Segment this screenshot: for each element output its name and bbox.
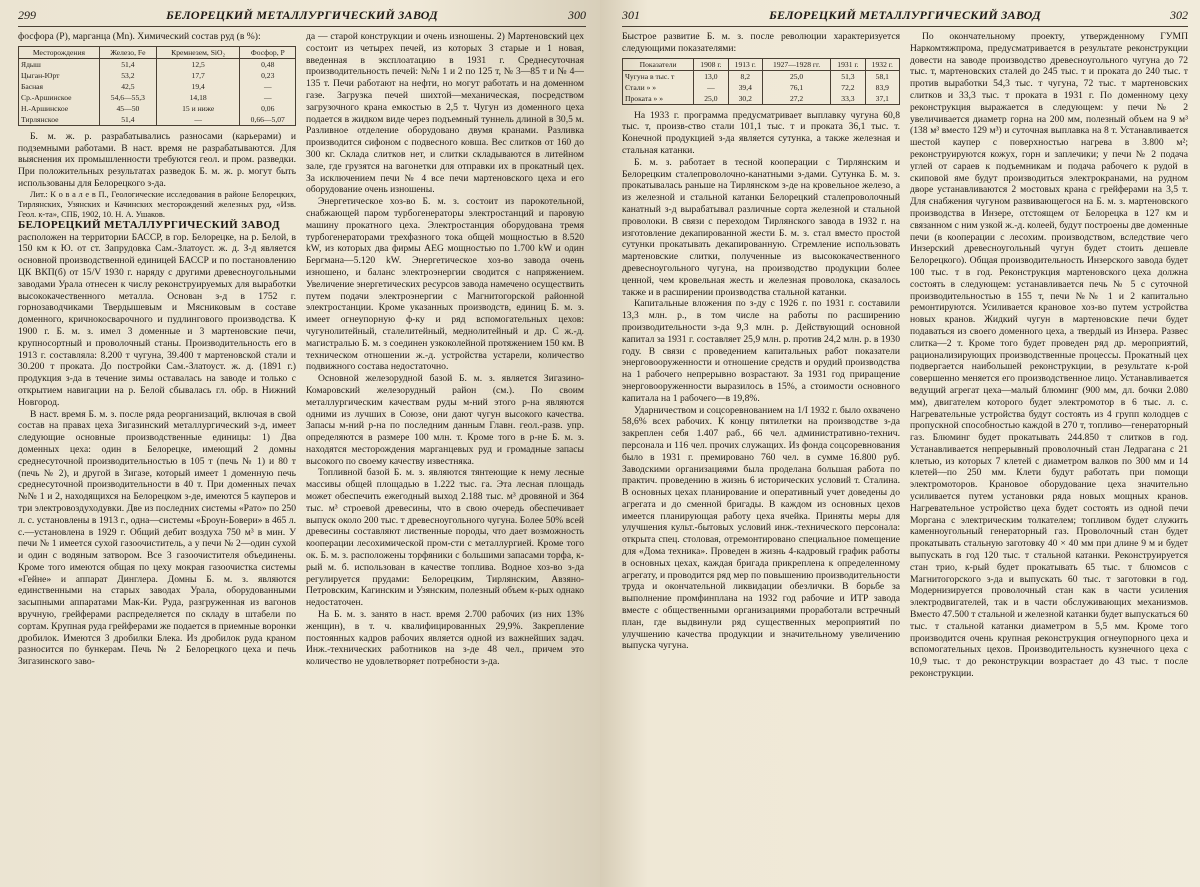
table-cell: 51,3 bbox=[831, 70, 865, 82]
left-column-2 bbox=[306, 31, 584, 884]
table-cell: 27,2 bbox=[762, 93, 830, 105]
paragraph: Ударничеством и соцсоревнованием на 1/I 1932 г. было охвачено 58,6% всех рабочих. К концу пятилетки на производстве з-да закреплен себя 1.407 раб., 66 чел. административно-технич. персонала и 116 чел. прочих служащих. Из фонда соцсоревнования было в 1931 г. премировано 760 чел. в сумме 16.800 руб. Заводскими организациями была проделана большая работа по практич. проведению в жизнь 6 исторических условий т. Сталина. В основных цехах планирование и оперативный учет доведены до агрегата и до сменной бригады. В каждом из основных цехов имеется планирующая работу цеха ячейка. Приняты меры для улучшения культ.-бытовых условий инж.-технического персонала: открыта спец. столовая, отремонтировано специальное помещение для «Дома техника». Проведен в жизнь 4-кадровый график работы в основных цехах, каждая бригада прикреплена к определенному агрегату, и проводится ряд мер по повышению производительности труда и окончательной ликвидации обезлички. В борьбе за выполнение промфинплана на 1932 год рабочие и ИТР завода вместе с общественными организациями проработали встречный план, где выдвинули ряд существенных мероприятий по улучшению качества продукции и значительному увеличению выпуска чугуна. bbox=[622, 404, 900, 652]
right-running-head bbox=[622, 8, 1188, 27]
table-cell: 58,1 bbox=[865, 70, 899, 82]
paragraph: Основной железорудной базой Б. м. з. является Зигазино-Комаровский железорудный район (см.). По своим металлургическим качествам руды м-ний этого р-на являются одними из лучших в Союзе, они дают чугун высокого качества. Запасы м-ний р-на по последним данным Главн. геол.-разв. упр. определяются в размере 100 млн. т. Кроме того в р-не Б. м. з. находятся месторождения марганцевых руд и громадные запасы высокого по своему качеству известняка. bbox=[306, 373, 584, 467]
table-row bbox=[19, 114, 296, 126]
ore-composition-table bbox=[18, 46, 296, 126]
table-header: 1932 г. bbox=[865, 58, 899, 70]
table-cell: 19,4 bbox=[156, 81, 240, 92]
table-cell: Чугуна в тыс. т bbox=[623, 70, 694, 82]
table-row bbox=[623, 70, 900, 82]
indicators-table bbox=[622, 58, 900, 105]
table-cell: 45—50 bbox=[99, 103, 156, 114]
table-header: Показатели bbox=[623, 58, 694, 70]
table-cell: Проката » » bbox=[623, 93, 694, 105]
table-row bbox=[623, 82, 900, 93]
table-header: Месторождения bbox=[19, 46, 100, 58]
table-cell: 0,48 bbox=[240, 58, 296, 70]
paragraph: да — старой конструкции и очень изношены. 2) Мартеновский цех состоит из четырех печей, из которых 3 старые и 1 новая, введенная в эксплоатацию в 1931 г. Среднесуточная производительность печей: №№ 1 и 2 по 125 т, № 3—85 т и № 4—135 т. Печи работают на нефти, но могут работать и на доменном газе. Загрузка печей шихтой—механическая, посредством загрузочного крана емкостью в 2,5 т. Чугун из доменного цеха подается в жидком виде через подъемный туннель длиной в 30,5 м. Разливное отделение оборудовано двумя кранами. Разливка производится сифоном с подвесного ковша. Вес слитков от 160 до 300 кг. Склада слитков нет, и слитки складываются в литейном зале, где грузятся на вагонетки для отправки их в прокатный цех. За исключением печи № 4 все печи мартеновского цеха и его оборудование очень изношены. bbox=[306, 31, 584, 196]
table-cell: 14,18 bbox=[156, 92, 240, 103]
table-cell: — bbox=[240, 81, 296, 92]
paragraph: расположен на территории БАССР, в гор. Белорецке, на р. Белой, в 150 км к Ю. от ст. Запрудовка Сам.-Златоуст. ж. д. З-д является основной производственной единицей БАССР и по постановлению ЦК ВКП(б) от 15/V 1930 г. наряду с другими древесноугольными заводами Урала отнесен к числу реконструируемых для выработки высококачественного металла. Основан з-д в 1752 г. горнозаводчиками Твердышевым и Мясниковым в составе доменного, кричнокосварочного и пудлингового производства. К 1900 г. Б. м. з. имел 3 доменные и 3 мартеновские печи, крупносортный и проволочный станы. Производительность его в 1913 г. составляла: 8.200 т чугуна, 39.400 т мартеновской стали и 30.200 т проката. До постройки Сам.-Златоуст. ж. д. (1891 г.) продукция з-да в течение зимы оставалась на заводе и только с открытием навигации на р. Белой сбывалась гл. обр. в Нижний Новгород. bbox=[18, 231, 296, 408]
table-cell: Тирлянское bbox=[19, 114, 100, 126]
table-cell: 53,2 bbox=[99, 70, 156, 81]
paragraph: На 1933 г. программа предусматривает выплавку чугуна 60,8 тыс. т, произв-ство стали 101,1 тыс. т и проката 36,1 тыс. т. Конечной продукцией з-да является сутунка, а также железная и стальная катанки. bbox=[622, 109, 900, 156]
paragraph: Энергетическое хоз-во Б. м. з. состоит из парокотельной, снабжающей паром турбогенераторы электростанций и паровую машину прокатного цеха. Электростанция оборудована тремя турбогенераторами трехфазного тока общей мощностью в 8.520 kW, из которых два фирмы АЕG мощностью по 1.700 kW и один Бергмана—5.120 kW. Энергетическое хоз-во завода очень изношено, и баланс электроэнергии сводится с напряжением. Увеличение энергетических ресурсов завода намечено осуществить путем подачи электроэнергии с Магнитогорской районной электростанции. Кроме указанных производств, единиц Б. м. з. имеет огнеупорную ф-ку и ряд вспомогательных цехов: чугунолитейный, сталелитейный, меднолитейный и др. С ж.-д. магистралью Б. м. з соединен узкоколейной протяжением 150 км. В техническом отношении ж.-д. устройства устарели, количество подвижного состава недостаточно. bbox=[306, 196, 584, 373]
article-heading: БЕЛОРЕЦКИЙ МЕТАЛЛУРГИЧЕСКИЙ ЗАВОД bbox=[18, 218, 280, 231]
running-title: БЕЛОРЕЦКИЙ МЕТАЛЛУРГИЧЕСКИЙ ЗАВОД bbox=[166, 8, 438, 22]
table-row bbox=[19, 92, 296, 103]
right-column-1 bbox=[622, 31, 900, 884]
paragraph: Капитальные вложения по з-ду с 1926 г. по 1931 г. составили 13,3 млн. р., в том числе на работы по расширению производительности з-да 9,3 млн. р. Действующий основной капитал за 1931 г. составляет 25,9 млн. р. против 24,2 млн. р. в 1930 году. В связи с проведением капитальных работ показатели энерговооруженности и отношение средств и орудий производства на 1 рабочего непрерывно возрастают. За 1931 год приращение энерговооруженности выразилось в 15%, а стоимости основного капитала на 1 рабочего—в 19,8%. bbox=[622, 298, 900, 404]
table-cell: 51,4 bbox=[99, 114, 156, 126]
table-cell: 0,23 bbox=[240, 70, 296, 81]
table-cell: 30,2 bbox=[728, 93, 762, 105]
table-header: 1908 г. bbox=[694, 58, 728, 70]
table-cell: 13,0 bbox=[694, 70, 728, 82]
left-running-head bbox=[18, 8, 586, 27]
table-header-row bbox=[19, 46, 296, 58]
table-row bbox=[19, 103, 296, 114]
table-cell: 15 и ниже bbox=[156, 103, 240, 114]
paragraph: По окончательному проекту, утвержденному ГУМП Наркомтяжпрома, предусматривается в результате реконструкции довести на заводе производство древесноугольного чугуна до 72 тыс. т, мартеновских сталей до 245 тыс. т и проката до 240 тыс. т против выработки 54,3 тыс. т чугуна, 72 тыс. т мартеновских слитков и 33,3 тыс. т проката в 1931 г. По доменному цеху реконструкция выражается в следующем: у печи № 2 увеличивается диаметр горна на 200 мм, полезный объем на 9 м³ (138 м³ вместо 129 м³) и суточная выплавка на 8 т. Устанавливается шестой каупер с поверхностью нагрева в 3.800 м²; реконструируются кожух, горн и заплечики; у печи № 2 подача углей от сараев к подъемникам и подача рабочего к рудой в скиповой яме будут производиться электрокранами, на рудном дворе устанавливаются 2 мостовых крана с грейферами на 3,5 т. Для снабжения чугуном развивающегося на Б. м. з. мартеновского производства в Инзере, отстоящем от Белорецка в 127 км и связанном с ним узкой ж.-д. колеей, будут построены две доменные печи (в кооперации с лесохим. производством, вследствие чего Инзерский древесноугольный чугун будет стоить дешевле Белорецкого). Общая производительность Инзерского завода будет 100 тыс. т в год. Реконструкция мартеновского цеха должна состоять в следующем: устанавливается печь № 5 с суточной производительностью в 155 т, печи №№ 1 и 2 капитально ремонтируются. Усиливается крановое хоз-во путем устройства новых кранов. Жидкий чугун в мартеновские печи будет подаваться из своего доменного цеха, а твердый из Инзера. Развес слитка—2 т. Кроме того будет проведен ряд др. мероприятий, рационализирующих производственные процессы. Прокатный цех подвергается наибольшей реконструкции, в результате к-рой совершенно меняется его производственное лицо. Устанавливается ведущий агрегат цеха—малый блюминг (900 мм, дл. бочки 2.080 мм), двигателем которого будет электромотор в 6 тыс. л. с. Нагревательные устройства будут состоять из 4 групп колодцев с пропускной способностью каждой в 270 т, топливо—генераторный газ. Блюминг будет прокатывать 244.850 т слитков в год. Устанавливается непрерывный проволочный стан Ледрагана с 21 клетью, из которых 7 клетей с диаметром валков по 300 мм и 14 клетей—по 250 мм. Клети будут работать при помощи электромоторов. Крановое оборудование цеха значительно усиливается путем установки ряда новых мощных кранов. Нагревательное устройство цеха будет состоять из одной печи Моргана с электрическим толкателем; топливом будет служить каменноугольный генераторный газ. Проволочный стан будет прокатывать стальную заготовку 40 × 40 мм при длине 9 м и будет выпускать в год 120 тыс. т стальной катанки. Реконструируется стан трио, к-рый будет прокатывать 65 тыс. т блюмсов с Магнитогорского з-да и выпускать 60 тыс. т заготовки в год. Модернизируется проволочный стан как в части усиления электродвигателей, так и в части обслуживающих механизмов. Вместо 47.500 т стальной и железной катанки будет выпускаться 60 тыс. т стальной катанки диаметром в 5,5 мм. Кроме того производится очень крупная реконструкция огнеупорного цеха и вспомогательных цехов. Производительность кузнечного цеха с 10,9 тыс. т до реконструкции возрастает до 43 тыс. т после реконструкции. bbox=[910, 31, 1188, 680]
table-cell: 17,7 bbox=[156, 70, 240, 81]
table-cell: 33,3 bbox=[831, 93, 865, 105]
paragraph: Быстрое развитие Б. м. з. после революции характеризуется следующими показателями: bbox=[622, 31, 900, 54]
table-row bbox=[623, 93, 900, 105]
table-cell: 0,66—5,07 bbox=[240, 114, 296, 126]
table-header: 1931 г. bbox=[831, 58, 865, 70]
table-cell: 39,4 bbox=[728, 82, 762, 93]
table-cell: 83,9 bbox=[865, 82, 899, 93]
table-row bbox=[19, 58, 296, 70]
right-column-2 bbox=[910, 31, 1188, 884]
left-column-1 bbox=[18, 31, 296, 884]
page-number-300: 300 bbox=[567, 8, 586, 22]
table-header-row bbox=[623, 58, 900, 70]
table-cell: Басная bbox=[19, 81, 100, 92]
paragraph: Б. м. з. работает в тесной кооперации с Тирлянским и Белорецким сталепроволочно-канатными з-дами. Сутунка Б. м. з. прокатывалась раньше на Тирлянском з-де на кровельное железо, а из железной и стальной катанки Белорецкий сталепроволочный канатный з-д вырабатывал различные сорта железной и стальной проволоки. В связи с переходом Тирлянского завода в 1932 г. на изготовление декапированной жести Б. м. з. стал вместо простой сутунки прокатывать декапированную. Стремление использовать мартеновские слитки, полученные из высококачественного древесноугольного чугуна, на производство продукции более ценной, чем кровельная жесть и железная проволока, сказалось также и в расширении производства стальной катанки. bbox=[622, 156, 900, 298]
table-cell: Стали » » bbox=[623, 82, 694, 93]
table-cell: 51,4 bbox=[99, 58, 156, 70]
right-page bbox=[600, 0, 1200, 887]
paragraph: На Б. м. з. занято в наст. время 2.700 рабочих (из них 13% женщин), в т. ч. квалифицированных 29,9%. Закрепление постоянных кадров рабочих является одной из важнейших задач. Инж.-технических работников на з-де 48 чел., причем это количество не удовлетворяет потребности з-да. bbox=[306, 609, 584, 668]
table-cell: 37,1 bbox=[865, 93, 899, 105]
table-cell: Ядыш bbox=[19, 58, 100, 70]
table-header: 1913 г. bbox=[728, 58, 762, 70]
paragraph: Топливной базой Б. м. з. являются тянтеющие к нему лесные массивы общей площадью в 1.222 тыс. га. Эта лесная площадь может обеспечить ежегодный выход 2.188 тыс. м³ дровяной и 364 тыс. м³ строевой древесины, что в свою очередь обеспечивает выпуск около 200 тыс. т древесноугольного чугуна. Более 50% всей древесины составляют лиственные породы, что дает возможность кооперации лесохимической пром-сти с металлургией. Кроме того ок. Б. м. з. расположены торфяники с большими запасами торфа, к-рый м. б. использован в качестве топлива. Водное хоз-во з-да регулируется прудами: Белорецким, Тирлянским, Авзяно-Петровским, Кагинским и Узянским, полезный объем к-рых однако недостаточен. bbox=[306, 467, 584, 609]
table-row bbox=[19, 70, 296, 81]
table-header: Железо, Fe bbox=[99, 46, 156, 58]
table-cell: — bbox=[694, 82, 728, 93]
literature-reference: Лит.: К о в а л е в П., Геологические исследования в районе Белорецких, Тирлянских, Узянских и Качинских месторождений железных руд, «Изв. Геол. к-та», СПБ, 1902, 10. Н. А. Ушаков. bbox=[18, 189, 296, 219]
table-cell: 12,5 bbox=[156, 58, 240, 70]
table-cell: 25,0 bbox=[762, 70, 830, 82]
table-row bbox=[19, 81, 296, 92]
table-cell: Ср.-Аршинское bbox=[19, 92, 100, 103]
table-cell: — bbox=[156, 114, 240, 126]
table-cell: — bbox=[240, 92, 296, 103]
table-cell: 8,2 bbox=[728, 70, 762, 82]
page-number-302: 302 bbox=[1169, 8, 1188, 22]
table-cell: 76,1 bbox=[762, 82, 830, 93]
page-number-301: 301 bbox=[622, 8, 640, 22]
table-cell: 72,2 bbox=[831, 82, 865, 93]
table-cell: Цыган-Юрт bbox=[19, 70, 100, 81]
table-cell: 54,6—55,3 bbox=[99, 92, 156, 103]
table-cell: Н.-Аршинское bbox=[19, 103, 100, 114]
paragraph: В наст. время Б. м. з. после ряда реорганизаций, включая в свой состав на правах цеха Зигазинский металлургический з-д, имеет следующие основные производственные единицы: 1) Два доменных цеха: один в Белорецке, имеющий 2 домны среднесуточной производительностью в 105 т (печь № 1) и 80 т (печь № 2), и другой в Зигазе, который имеет 1 доменную печь среднесуточной производительности в 40 т. При доменных печах №№ 1 и 2, находящихся на Белорецком з-де, имеются 5 кауперов и три электровоздуходувки. Две из последних системы «Рато» по 250 л. с. установлены в 1913 г., одна—системы «Броун-Бовери» в 465 л. с.—установлена в 1929 г. Общий дебит воздуха 750 м³ в мин. У печи № 1 имеется сухой газоочиститель, а у печи № 2—один сухой и один с водяным затвором. Все 3 газоочистителя объединены. Кроме того имеются общая по цеху мокрая газоочистка системы «Гейне» и аппарат Динглера. Домны Б. м. з. являются единственными на старых заводах Урала, оборудованными засыпными аппаратами Мак-Ки. Руда, разгруженная из вагонов вручную, грейферами распределяется по складу в штабели по сортам. Крупная руда грейферами же подается в приемные воронки дробилок. Имеются 3 дробилки Блека. Из дробилок руда краном разносится по бункерам. Печь № 2 Белорецкого цеха и печь Зигазинского заво- bbox=[18, 408, 296, 668]
table-header: 1927—1928 гг. bbox=[762, 58, 830, 70]
page-number-299: 299 bbox=[18, 8, 36, 22]
table-cell: 42,5 bbox=[99, 81, 156, 92]
table-cell: 0,06 bbox=[240, 103, 296, 114]
table-header: Кремнезем, SiO₂ bbox=[156, 46, 240, 58]
table-header: Фосфор, P bbox=[240, 46, 296, 58]
paragraph: Б. м. ж. р. разрабатывались разносами (карьерами) и подземными работами. В наст. время не разрабатываются. Для выяснения их промышленности требуются геол. и пром. разведки. При положительных результатах разведок Б. м. ж. р. могут быть использованы для Белорецкого з-да. bbox=[18, 130, 296, 189]
table-cell: 25,0 bbox=[694, 93, 728, 105]
paragraph: фосфора (P), марганца (Mn). Химический состав руд (в %): bbox=[18, 31, 261, 42]
running-title: БЕЛОРЕЦКИЙ МЕТАЛЛУРГИЧЕСКИЙ ЗАВОД bbox=[769, 8, 1041, 22]
